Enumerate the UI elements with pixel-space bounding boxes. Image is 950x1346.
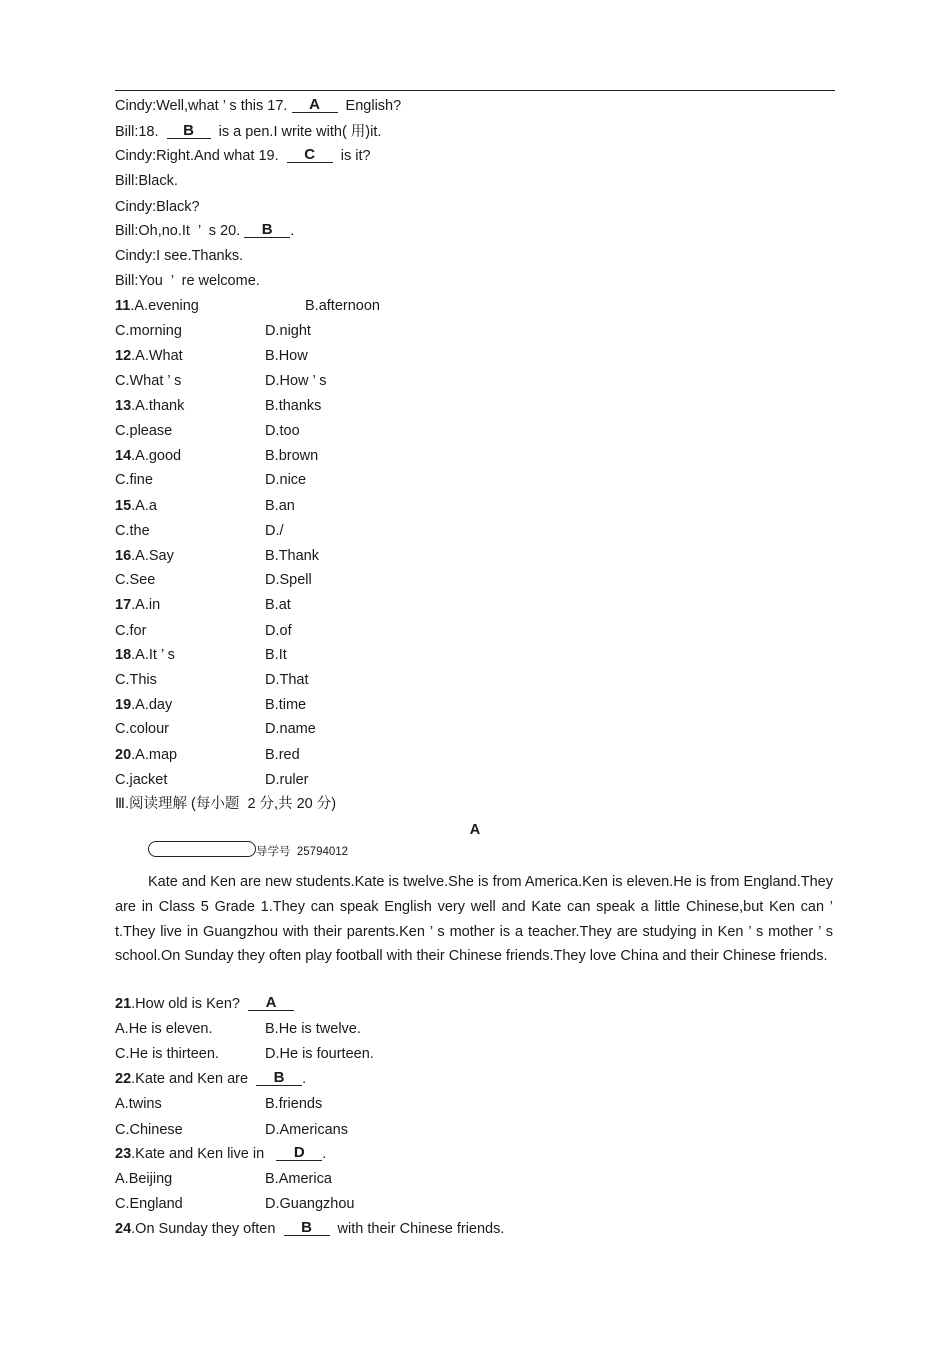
answer-blank: B	[244, 222, 290, 238]
option-text: .A.Say	[131, 548, 174, 564]
option-b: B.He is twelve.	[265, 1021, 361, 1037]
option-text: .A.It ’ s	[131, 647, 175, 663]
question-number: 20	[115, 747, 132, 763]
option-text: .A.day	[131, 697, 173, 713]
option-a	[115, 297, 199, 315]
answer-blank: C	[287, 147, 333, 163]
option-c: C.fine	[115, 472, 153, 488]
stem-text: .	[322, 1146, 327, 1162]
dialogue-text: Bill:18.	[115, 124, 167, 140]
dialogue-text: is it?	[332, 148, 371, 164]
option-a	[115, 547, 174, 565]
option-c: C.please	[115, 423, 173, 439]
option-c: C.He is thirteen.	[115, 1046, 219, 1062]
question-number: 12	[115, 348, 132, 364]
option-text: .A.evening	[130, 298, 199, 314]
option-d: D.Guangzhou	[265, 1196, 355, 1212]
option-text: .A.thank	[131, 398, 185, 414]
stem-text: .How old is Ken?	[131, 996, 249, 1012]
option-c: C.This	[115, 672, 157, 688]
option-text: .A.a	[131, 498, 157, 514]
option-d: D.Americans	[265, 1122, 348, 1138]
dialogue-text: Cindy:Well,what ’ s this 17.	[115, 98, 292, 114]
stem-text: .On Sunday they often	[131, 1221, 284, 1237]
guide-box	[148, 841, 256, 857]
option-a	[115, 696, 172, 714]
stem-text: with their Chinese friends.	[329, 1221, 505, 1237]
dialogue-line	[115, 97, 401, 115]
question-number: 23	[115, 1146, 132, 1162]
option-c: C.What ’ s	[115, 373, 182, 389]
option-b: B.America	[265, 1171, 332, 1187]
answer-blank: A	[292, 97, 338, 113]
guide-number: 导学号 25794012	[256, 846, 349, 858]
option-c: C.See	[115, 572, 156, 588]
question-number: 18	[115, 647, 132, 663]
option-a	[115, 596, 160, 614]
option-d: D.name	[265, 721, 316, 737]
reading-passage: Kate and Ken are new students.Kate is twelve.She is from America.Ken is eleven.He is from England.They are in Class 5 Grade 1.They can speak English very well and Kate can speak a little Chinese,but Ken can ’ t.They live in Guangzhou with their parents.Ken ’ s mother is a teacher.They are studying in Ken ’ s mother ’ s school.On Sunday they often play football with their Chinese friends.They love China and their Chinese friends.	[115, 874, 833, 965]
option-a	[115, 347, 183, 365]
option-b: B.How	[265, 348, 308, 364]
answer-blank: D	[276, 1145, 322, 1161]
option-d: D.Spell	[265, 572, 312, 588]
question-number: 17	[115, 597, 132, 613]
option-b: B.red	[265, 747, 300, 763]
option-c: C.the	[115, 523, 150, 539]
option-d: D.nice	[265, 472, 307, 488]
answer-blank: B	[167, 123, 211, 139]
question-number: 15	[115, 498, 132, 514]
option-a: A.Beijing	[115, 1171, 173, 1187]
option-d: D./	[265, 523, 284, 539]
dialogue-text: is a pen.I write with( 用)it.	[210, 124, 382, 140]
option-b: B.thanks	[265, 398, 322, 414]
option-d: D.too	[265, 423, 300, 439]
option-d: D.That	[265, 672, 309, 688]
dialogue-text: Cindy:Right.And what 19.	[115, 148, 287, 164]
option-b: B.It	[265, 647, 287, 663]
option-c: C.colour	[115, 721, 169, 737]
question-number: 11	[115, 298, 131, 314]
option-a	[115, 397, 184, 415]
dialogue-line	[115, 123, 381, 141]
dialogue-line	[115, 147, 371, 165]
question-stem	[115, 995, 294, 1013]
option-b: B.afternoon	[305, 298, 380, 314]
header-rule	[115, 90, 835, 91]
option-d: D.He is fourteen.	[265, 1046, 374, 1062]
question-number: 21	[115, 996, 132, 1012]
question-stem	[115, 1070, 306, 1088]
option-a: A.He is eleven.	[115, 1021, 213, 1037]
question-number: 22	[115, 1071, 132, 1087]
option-b: B.time	[265, 697, 307, 713]
option-c: C.England	[115, 1196, 183, 1212]
option-d: D.night	[265, 323, 311, 339]
option-d: D.How ’ s	[265, 373, 327, 389]
section-heading: Ⅲ.阅读理解 (每小题 2 分,共 20 分)	[115, 796, 337, 812]
option-b: B.at	[265, 597, 291, 613]
option-c: C.Chinese	[115, 1122, 183, 1138]
option-text: .A.map	[131, 747, 178, 763]
stem-text: .Kate and Ken are	[131, 1071, 257, 1087]
dialogue-text: .	[290, 223, 295, 239]
stem-text: .	[302, 1071, 307, 1087]
question-number: 24	[115, 1221, 132, 1237]
dialogue-line: Bill:You ’ re welcome.	[115, 273, 260, 289]
question-number: 19	[115, 697, 132, 713]
option-a	[115, 746, 177, 764]
option-b: B.friends	[265, 1096, 323, 1112]
option-b: B.brown	[265, 448, 319, 464]
dialogue-line: Bill:Black.	[115, 173, 178, 189]
dialogue-line	[115, 222, 294, 240]
option-d: D.of	[265, 623, 292, 639]
option-d: D.ruler	[265, 772, 309, 788]
answer-blank: B	[284, 1220, 330, 1236]
option-text: .A.in	[131, 597, 161, 613]
question-number: 16	[115, 548, 132, 564]
option-a	[115, 497, 157, 515]
option-a: A.twins	[115, 1096, 162, 1112]
option-c: C.morning	[115, 323, 182, 339]
answer-blank: A	[248, 995, 294, 1011]
option-a	[115, 646, 175, 664]
question-stem	[115, 1145, 326, 1163]
option-text: .A.good	[131, 448, 182, 464]
dialogue-text: English?	[337, 98, 402, 114]
dialogue-text: Bill:Oh,no.It ’ s 20.	[115, 223, 245, 239]
option-a	[115, 447, 181, 465]
option-b: B.Thank	[265, 548, 319, 564]
question-number: 13	[115, 398, 132, 414]
answer-blank: B	[256, 1070, 302, 1086]
question-stem	[115, 1220, 504, 1238]
option-text: .A.What	[131, 348, 183, 364]
option-b: B.an	[265, 498, 295, 514]
stem-text: .Kate and Ken live in	[131, 1146, 277, 1162]
passage-label: A	[469, 822, 481, 838]
option-c: C.for	[115, 623, 147, 639]
question-number: 14	[115, 448, 132, 464]
option-c: C.jacket	[115, 772, 168, 788]
dialogue-line: Cindy:Black?	[115, 199, 200, 215]
dialogue-line: Cindy:I see.Thanks.	[115, 248, 244, 264]
